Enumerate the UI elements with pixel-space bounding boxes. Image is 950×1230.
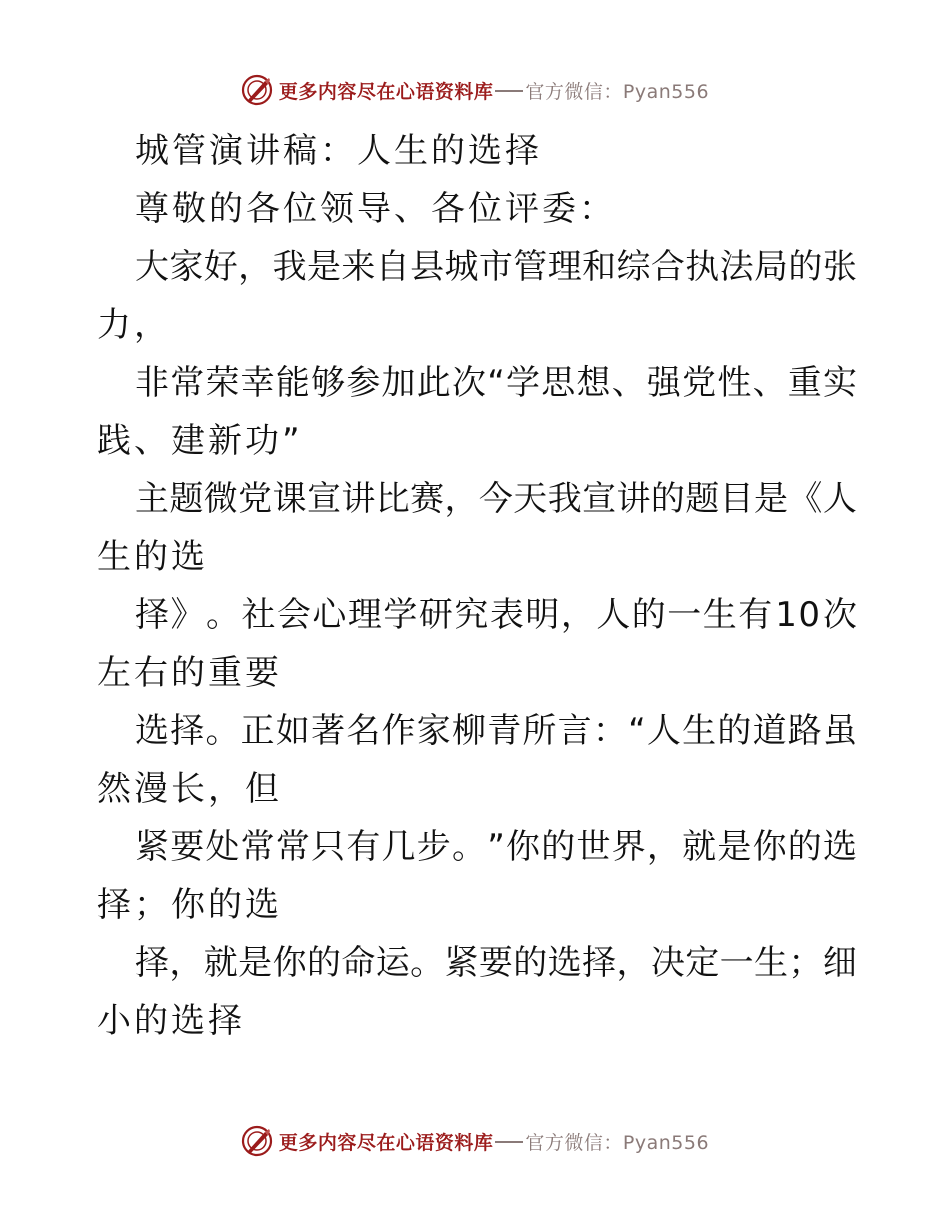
char: 理 (547, 247, 582, 287)
char: 言 (557, 711, 592, 751)
paragraph-line: 左右的重要 (97, 653, 282, 693)
char: 紧 (135, 827, 169, 867)
watermark-dash (495, 1141, 523, 1143)
char: 县 (410, 247, 445, 287)
footer-watermark (0, 1121, 950, 1161)
char: 生 (682, 711, 717, 751)
char: 就 (203, 943, 238, 983)
paragraph-line (97, 818, 857, 876)
char: 合 (650, 247, 685, 287)
char: 、 (611, 363, 646, 403)
char: 好 (203, 247, 238, 287)
char: 你 (272, 943, 307, 983)
char: 是 (754, 479, 789, 519)
watermark-suffix: 官方微信：Pyan556 (525, 80, 710, 103)
char: 题 (169, 479, 204, 519)
watermark-main: 更多内容尽在心语资料库 (278, 1131, 494, 1154)
char: 只 (311, 827, 346, 867)
char: 的 (541, 827, 576, 867)
char: 要 (170, 827, 205, 867)
paragraph-line (97, 354, 857, 412)
char: 一 (667, 595, 702, 635)
char: 学 (506, 363, 541, 403)
char: 的 (787, 827, 822, 867)
char: 命 (341, 943, 376, 983)
char: 。 (410, 943, 445, 983)
char: 《 (788, 479, 823, 519)
char: 会 (276, 595, 311, 635)
char: 管 (513, 247, 548, 287)
char: 参 (346, 363, 381, 403)
char: 强 (646, 363, 681, 403)
char: 社 (241, 595, 276, 635)
char: 定 (685, 943, 720, 983)
char: 决 (650, 943, 685, 983)
pen-logo-icon (241, 74, 273, 106)
char: 性 (717, 363, 752, 403)
char: 实 (823, 363, 857, 403)
char: 生 (702, 595, 737, 635)
char: 主 (135, 479, 169, 519)
char: 表 (489, 595, 524, 635)
char: 家 (416, 711, 451, 751)
char: 人 (646, 711, 681, 751)
char: 够 (311, 363, 346, 403)
char: 的 (513, 943, 548, 983)
char: 步 (416, 827, 451, 867)
char: 人 (596, 595, 631, 635)
char: 著 (311, 711, 346, 751)
char: 的 (717, 711, 752, 751)
char: 青 (487, 711, 522, 751)
char: 重 (787, 363, 822, 403)
watermark-text (279, 77, 709, 104)
watermark-suffix: 官方微信：Pyan556 (525, 1131, 710, 1154)
paragraph-line: 择；你的选 (97, 885, 282, 925)
char: 。 (451, 827, 486, 867)
char: 综 (616, 247, 651, 287)
char: 今 (478, 479, 513, 519)
char: 。 (205, 595, 240, 635)
char: 。 (205, 711, 240, 751)
char: 常 (240, 827, 275, 867)
char: 次 (822, 595, 857, 635)
char: 城 (444, 247, 479, 287)
char: ， (169, 943, 204, 983)
char: 的 (631, 595, 666, 635)
char: 柳 (451, 711, 486, 751)
char: 自 (375, 247, 410, 287)
char: ， (444, 479, 479, 519)
char: 局 (754, 247, 789, 287)
char: 有 (346, 827, 381, 867)
char: 想 (576, 363, 611, 403)
char: “ (487, 363, 505, 403)
char: 我 (547, 479, 582, 519)
char: 学 (383, 595, 418, 635)
char: 思 (541, 363, 576, 403)
char: ； (788, 943, 823, 983)
char: 是 (306, 247, 341, 287)
char: 你 (752, 827, 787, 867)
char: 紧 (444, 943, 479, 983)
char: 、 (752, 363, 787, 403)
char: ” (487, 827, 505, 867)
paragraph-line: 小的选择 (97, 1001, 245, 1041)
char: 选 (135, 711, 169, 751)
char: 道 (752, 711, 787, 751)
char: 虽 (823, 711, 857, 751)
char: 课 (272, 479, 307, 519)
speech-body (97, 122, 857, 1050)
char: 选 (823, 827, 857, 867)
char: 荣 (205, 363, 240, 403)
char: 党 (682, 363, 717, 403)
char: 目 (719, 479, 754, 519)
char: ： (592, 711, 627, 751)
char: 要 (478, 943, 513, 983)
paragraph-line (97, 470, 857, 528)
char: 就 (682, 827, 717, 867)
char: 一 (719, 943, 754, 983)
char: 执 (685, 247, 720, 287)
char: 有 (738, 595, 773, 635)
char: 择 (170, 711, 205, 751)
char: 张 (822, 247, 857, 287)
char: 几 (381, 827, 416, 867)
char: 研 (418, 595, 453, 635)
char: 0 (798, 595, 820, 635)
char: 赛 (410, 479, 445, 519)
char: 路 (787, 711, 822, 751)
paragraph-line (97, 238, 857, 296)
char: ， (238, 247, 273, 287)
char: 择 (135, 943, 169, 983)
char: 择 (135, 595, 169, 635)
char: 题 (685, 479, 720, 519)
header-watermark (0, 70, 950, 110)
char: 党 (238, 479, 273, 519)
char: 所 (522, 711, 557, 751)
char: 次 (451, 363, 486, 403)
char: 生 (754, 943, 789, 983)
char: 正 (240, 711, 275, 751)
char: 选 (547, 943, 582, 983)
char: 来 (341, 247, 376, 287)
char: 是 (238, 943, 273, 983)
char: 你 (506, 827, 541, 867)
char: 的 (650, 479, 685, 519)
char: 理 (347, 595, 382, 635)
char: 宣 (582, 479, 617, 519)
char: 宣 (306, 479, 341, 519)
char: 是 (717, 827, 752, 867)
char: 天 (513, 479, 548, 519)
char: 非 (135, 363, 169, 403)
char: 的 (306, 943, 341, 983)
char: 能 (275, 363, 310, 403)
char: 加 (381, 363, 416, 403)
char: 》 (170, 595, 205, 635)
speech-salutation: 尊敬的各位领导、各位评委： (135, 189, 616, 229)
char: 此 (416, 363, 451, 403)
char: 市 (478, 247, 513, 287)
paragraph-line (97, 934, 857, 992)
char: 世 (576, 827, 611, 867)
char: 讲 (616, 479, 651, 519)
watermark-dash (495, 90, 523, 92)
char: 幸 (240, 363, 275, 403)
char: 界 (611, 827, 646, 867)
char: ， (560, 595, 595, 635)
paragraph-line: 力， (97, 305, 171, 345)
paragraph-line (97, 702, 857, 760)
char: 运 (375, 943, 410, 983)
char: 法 (719, 247, 754, 287)
char: ， (646, 827, 681, 867)
char: 处 (205, 827, 240, 867)
paragraph-line (97, 586, 857, 644)
char: 究 (454, 595, 489, 635)
char: 和 (582, 247, 617, 287)
watermark-text (279, 1128, 709, 1155)
speech-title: 城管演讲稿：人生的选择 (135, 131, 542, 171)
char: 大 (135, 247, 169, 287)
paragraph-line: 生的选 (97, 537, 208, 577)
char: 常 (275, 827, 310, 867)
char: ， (616, 943, 651, 983)
char: 的 (788, 247, 823, 287)
pen-logo-icon (241, 1125, 273, 1157)
char: 我 (272, 247, 307, 287)
char: 讲 (341, 479, 376, 519)
watermark-main: 更多内容尽在心语资料库 (278, 80, 494, 103)
char: 比 (375, 479, 410, 519)
char: 常 (170, 363, 205, 403)
char: 细 (822, 943, 857, 983)
char: 择 (582, 943, 617, 983)
paragraph-line: 然漫长，但 (97, 769, 282, 809)
char: 家 (169, 247, 204, 287)
char: 明 (525, 595, 560, 635)
char: 1 (775, 595, 797, 635)
char: 人 (822, 479, 857, 519)
paragraph-line: 践、建新功” (97, 421, 303, 461)
char: 心 (312, 595, 347, 635)
char: 作 (381, 711, 416, 751)
char: 微 (203, 479, 238, 519)
char: 如 (275, 711, 310, 751)
char: “ (628, 711, 646, 751)
char: 名 (346, 711, 381, 751)
